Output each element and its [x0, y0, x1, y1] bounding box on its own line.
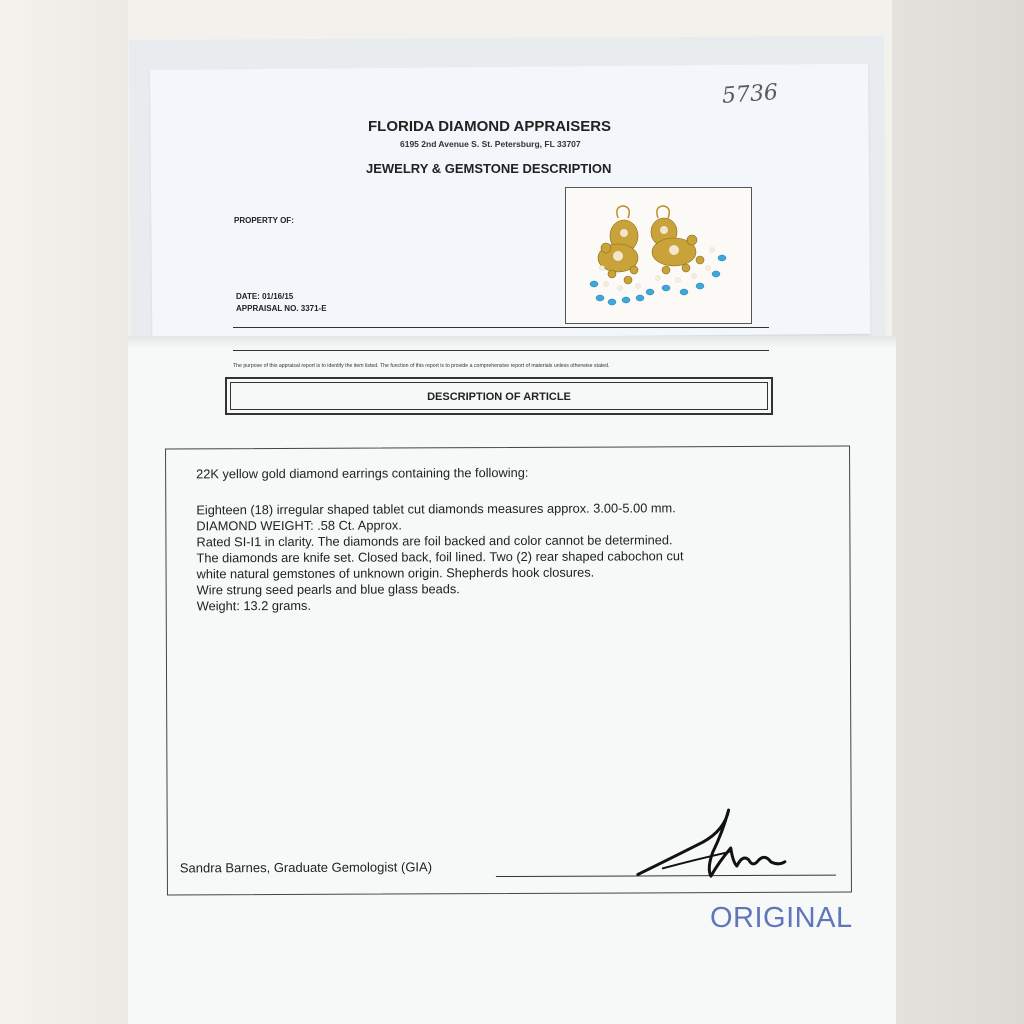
- signature-image: [633, 802, 793, 888]
- purpose-divider: [233, 350, 769, 351]
- description-line: DIAMOND WEIGHT: .58 Ct. Approx.: [196, 517, 402, 534]
- description-header-inner: [230, 382, 768, 410]
- background-right: [892, 0, 1024, 1024]
- company-address: 6195 2nd Avenue S. St. Petersburg, FL 33707: [400, 139, 581, 149]
- background-left: [0, 0, 128, 1024]
- description-line: Eighteen (18) irregular shaped tablet cut diamonds measures approx. 3.00-5.00 mm.: [196, 500, 676, 518]
- description-title: DESCRIPTION OF ARTICLE: [427, 391, 571, 403]
- property-label: PROPERTY OF:: [234, 216, 294, 225]
- document-title: JEWELRY & GEMSTONE DESCRIPTION: [366, 161, 612, 176]
- date-field: DATE: 01/16/15: [236, 292, 294, 301]
- handwritten-number: 5736: [721, 80, 779, 109]
- description-line: Wire strung seed pearls and blue glass beads.: [196, 581, 460, 598]
- header-divider: [233, 327, 769, 328]
- original-stamp: ORIGINAL: [710, 902, 853, 934]
- description-header-box: [225, 377, 773, 415]
- description-line: Weight: 13.2 grams.: [196, 597, 312, 614]
- description-content-box: [165, 446, 852, 896]
- description-intro: 22K yellow gold diamond earrings containing the following:: [196, 464, 529, 482]
- description-line: white natural gemstones of unknown origin. Shepherds hook closures.: [196, 564, 595, 582]
- gemologist-name: Sandra Barnes, Graduate Gemologist (GIA): [179, 859, 433, 876]
- purpose-statement: The purpose of this appraisal report is to identify the item listed. The function of this report is to provide a comprehensive report of materials unless otherwise stated.: [233, 363, 610, 369]
- fold-shadow: [128, 336, 896, 348]
- company-name: FLORIDA DIAMOND APPRAISERS: [368, 118, 612, 135]
- earrings-photo: [565, 187, 752, 324]
- earrings-photo-icon: [566, 188, 751, 323]
- appraisal-number: APPRAISAL NO. 3371-E: [236, 304, 327, 313]
- description-line: The diamonds are knife set. Closed back, foil lined. Two (2) rear shaped cabochon cut: [196, 548, 684, 566]
- description-line: Rated SI-I1 in clarity. The diamonds are foil backed and color cannot be determined.: [196, 532, 673, 550]
